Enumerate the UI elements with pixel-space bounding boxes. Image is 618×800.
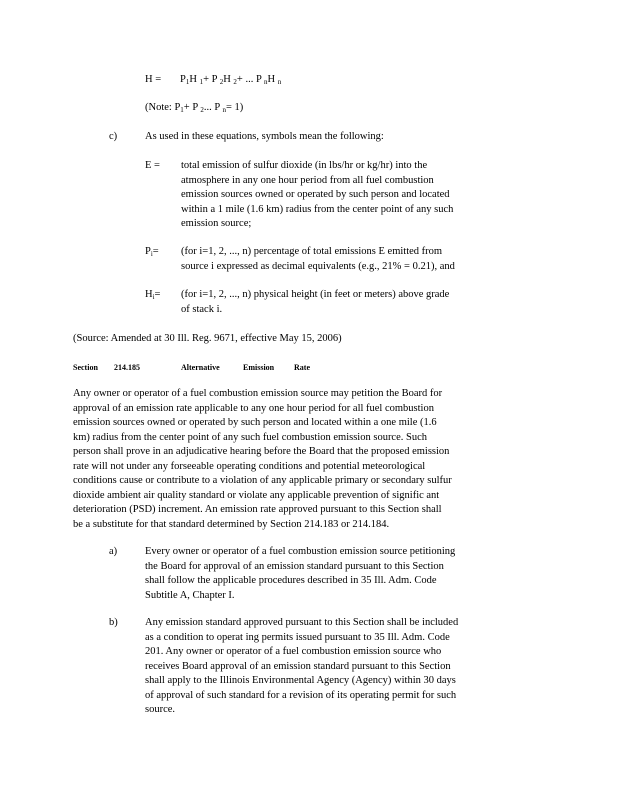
def-h-text: (for i=1, 2, ..., n) physical height (in feet or meters) above grade of stack i.: [181, 289, 450, 315]
item-b-text: Any emission standard approved pursuant to this Section shall be included as a condition to operat ing permits issued pursuant to 35 Ill. Adm. Code 201. Any owner or operator of a fuel combustion emission source who receives Board approval of an emission standard pursuant to this Section shall apply to the Illinois Environmental Agency (Agency) within 30 days of approval of such standard for a revision of its operating permit for such source.: [145, 617, 459, 715]
item-b-marker: b): [109, 617, 118, 628]
formula-h-label: H =: [145, 74, 162, 85]
item-c-marker: c): [109, 131, 118, 142]
section-title-word-1: Alternative: [181, 363, 220, 372]
body-paragraph: Any owner or operator of a fuel combustion emission source may petition the Board for approval of an emission rate applicable to any one hour period for all fuel combustion emission sources owned or operated by such person and located within a one mile (1.6 km) radius from the center point of any such fuel combustion emission source. Such person shall prove in an adjudicative hearing before the Board that the proposed emission rate will not under any forseeable operating conditions and potential meteorological conditions cause or contribute to a violation of any applicable primary or secondary sulfur dioxide ambient air quality standard or violate any applicable prevention of signific ant deterioration (PSD) increment. An emission rate approved pursuant to this Section shall be a substitute for that standard determined by Section 214.183 or 214.184.: [73, 388, 452, 530]
def-p-text: (for i=1, 2, ..., n) percentage of total emissions E emitted from source i expressed as decimal equivalents (e.g., 21% = 0.21), and: [181, 246, 455, 272]
section-title-word-3: Rate: [294, 363, 310, 372]
formula-h-expression: $P_1H$ $_1$+ P $_2$H $_2$+ ... P $_n$H $_n$: [180, 74, 282, 86]
source-note: (Source: Amended at 30 Ill. Reg. 9671, effective May 15, 2006): [73, 333, 342, 344]
section-label: Section: [73, 363, 98, 372]
def-e-text: total emission of sulfur dioxide (in lbs/hr or kg/hr) into the atmosphere in any one hour period from all fuel combustion emission sources owned or operated by such person and located within a 1 mile (1.6 km) radius from the center point of any such emission source;: [181, 160, 454, 229]
formula-note: (Note: $P_1+ P$ $_2$... P $_n$= 1): [145, 102, 244, 114]
def-h-term: $H_i=$: [145, 289, 161, 301]
def-e-term: E =: [145, 160, 160, 171]
def-p-term: $P_i=$: [145, 246, 159, 258]
item-c-intro: As used in these equations, symbols mean the following:: [145, 131, 384, 142]
item-a-marker: a): [109, 546, 118, 557]
item-a-text: Every owner or operator of a fuel combustion emission source petitioning the Board for approval of an emission standard pursuant to this Section shall follow the applicable procedures described in 35 Ill. Adm. Code Subtitle A, Chapter I.: [145, 546, 456, 601]
section-number: 214.185: [114, 363, 140, 372]
section-title-word-2: Emission: [243, 363, 275, 372]
